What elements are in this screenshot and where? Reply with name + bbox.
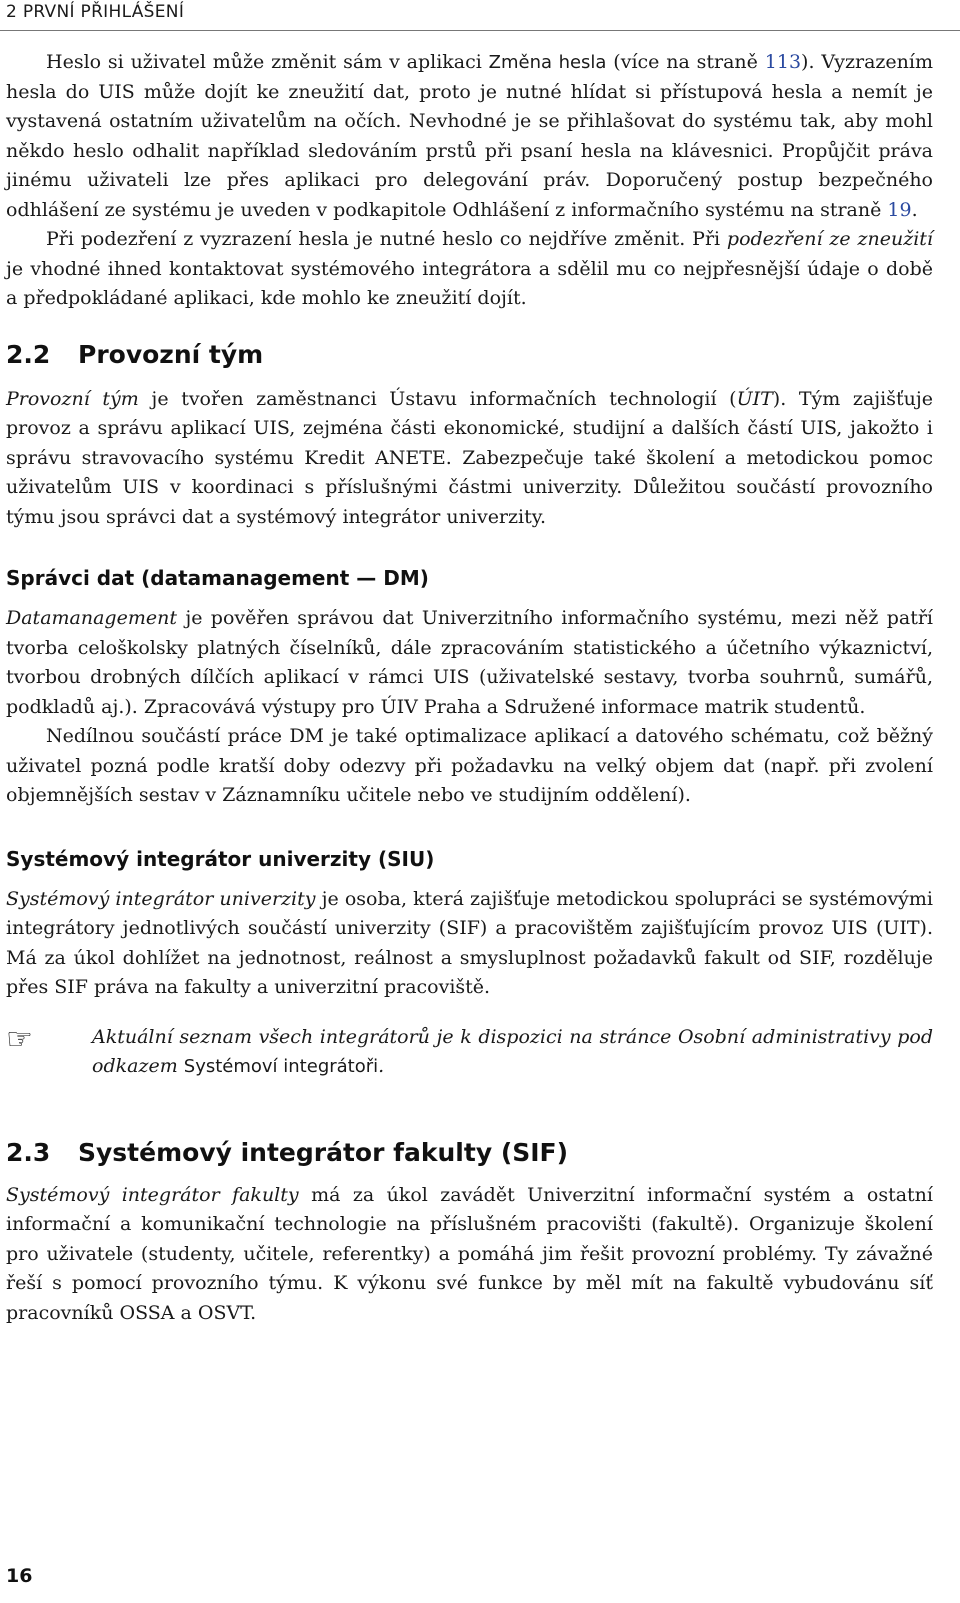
text-run: ). Tým zajišťuje provoz a správu aplikací UIS, zejména části ekonomické, studijní a dalších částí UIS, jakožto i správu stravovacího systému Kredit ANETE. Zabezpečuje také školení a metodickou pomoc uživatelům UIS v koordinaci s příslušnými částmi univerzity. Důležitou součástí provozního týmu jsou správci dat a systémový integrátor univerzity.: [6, 387, 933, 528]
dm-paragraph-2: Nedílnou součástí práce DM je také optimalizace aplikací a datového schématu, což běžný uživatel pozná podle kratší doby odezvy při požadavku na velký objem dat (např. při zvolení objemnějších sestav v Záznamníku učitele nebo ve studijním oddělení).: [6, 725, 933, 806]
section-2-2-paragraph: [6, 385, 933, 533]
abbreviation: ÚIT: [736, 387, 773, 410]
text-run: ). Vyzrazením hesla do UIS může dojít ke zneužití dat, proto je nutné hlídat si přístupová hesla a nemít je vystavená ostatním uživatelům na očích. Nevhodné je se přihlašovat do systému tak, aby mohl někdo heslo odhalit například sledováním prstů při psaní hesla na klávesnici. Propůjčit práva jinému uživateli lze přes aplikaci pro delegování práv. Doporučený postup bezpečného odhlášení ze systému je uveden v podkapitole Odhlášení z informačního systému na straně: [6, 51, 934, 221]
text-run: .: [911, 198, 918, 221]
section-number: 2.2: [6, 339, 51, 369]
app-name-change-password: Změna hesla: [488, 52, 607, 73]
text-run: je vhodné ihned kontaktovat systémového integrátora a sdělil mu co nejpřesnější údaje o době a předpokládané aplikaci, kde mohlo ke zneužití dojít.: [6, 257, 933, 309]
note-block: [6, 1023, 933, 1082]
dm-paragraph-1: [6, 604, 933, 722]
siu-paragraph: [6, 885, 933, 1003]
section-2-3-paragraph: [6, 1181, 933, 1329]
emphasis: Provozní tým: [6, 387, 139, 410]
emphasis: Systémový integrátor fakulty: [6, 1183, 299, 1206]
page-ref-19[interactable]: 19: [887, 198, 912, 221]
page-ref-113[interactable]: 113: [764, 51, 802, 73]
text-run: je osoba, která zajišťuje metodickou spolupráci se systémovými integrátory jednotlivých součástí univerzity (SIF) a pracovištěm zajišťujícím provoz UIS (UIT). Má za úkol dohlížet na jednotnost, reálnost a smysluplnost požadavků fakult od SIF, rozděluje přes SIF práva na fakulty a univerzitní pracoviště.: [6, 887, 934, 998]
section-title: Provozní tým: [78, 339, 264, 369]
text-run: Při podezření z vyzrazení hesla je nutné heslo co nejdříve změnit. Při: [46, 228, 727, 250]
intro-paragraph-2: [6, 225, 933, 314]
pointing-hand-icon: ☞: [6, 1021, 33, 1057]
intro-paragraph-1: [6, 48, 933, 225]
section-heading-2-3: [6, 1138, 933, 1167]
page-content: [6, 48, 933, 1328]
subsection-heading-dm: Správci dat (datamanagement — DM): [6, 566, 429, 590]
section-number: 2.3: [6, 1137, 51, 1167]
emphasis: podezření ze zneužití: [726, 228, 933, 250]
emphasis: Datamanagement: [6, 607, 177, 629]
subsection-heading-siu: Systémový integrátor univerzity (SIU): [6, 846, 435, 871]
page-number: 16: [6, 1565, 33, 1587]
text-run: (více na straně: [606, 51, 765, 73]
running-head: 2 PRVNÍ PŘIHLÁŠENÍ: [6, 2, 185, 22]
link-system-integrators[interactable]: Systémoví integrátoři: [183, 1056, 379, 1077]
text-run: je tvořen zaměstnanci Ústavu informačních technologií (: [138, 387, 737, 410]
text-run: Aktuální seznam všech integrátorů je k dispozici na stránce Osobní administrativy pod odkazem: [92, 1025, 933, 1077]
text-run: Heslo si uživatel může změnit sám v aplikaci: [46, 51, 489, 73]
text-run: je pověřen správou dat Univerzitního informačního systému, mezi něž patří tvorba celoškolsky platných číselníků, dále zpracováním statistického a účetního výkaznictví, tvorbou drobných dílčích aplikací v rámci UIS (uživatelské sestavy, tvorba souhrnů, sumářů, podkladů aj.). Zpracovává výstupy pro ÚIV Praha a Sdružené informace matrik studentů.: [6, 607, 933, 718]
header-rule: [0, 30, 960, 31]
section-title: Systémový integrátor fakulty (SIF): [78, 1137, 569, 1167]
text-run: má za úkol zavádět Univerzitní informační systém a ostatní informační a komunikační technologie na příslušném pracovišti (fakultě). Organizuje školení pro uživatele (studenty, učitele, referentky) a pomáhá jim řešit provozní problémy. Ty závažné řeší s pomocí provozního týmu. K výkonu své funkce by měl mít na fakultě vybudovánu síť pracovníků OSSA a OSVT.: [6, 1183, 933, 1324]
note-text: [92, 1023, 933, 1082]
emphasis: Systémový integrátor univerzity: [6, 887, 316, 910]
section-heading-2-2: [6, 340, 933, 369]
text-run: .: [378, 1055, 385, 1077]
